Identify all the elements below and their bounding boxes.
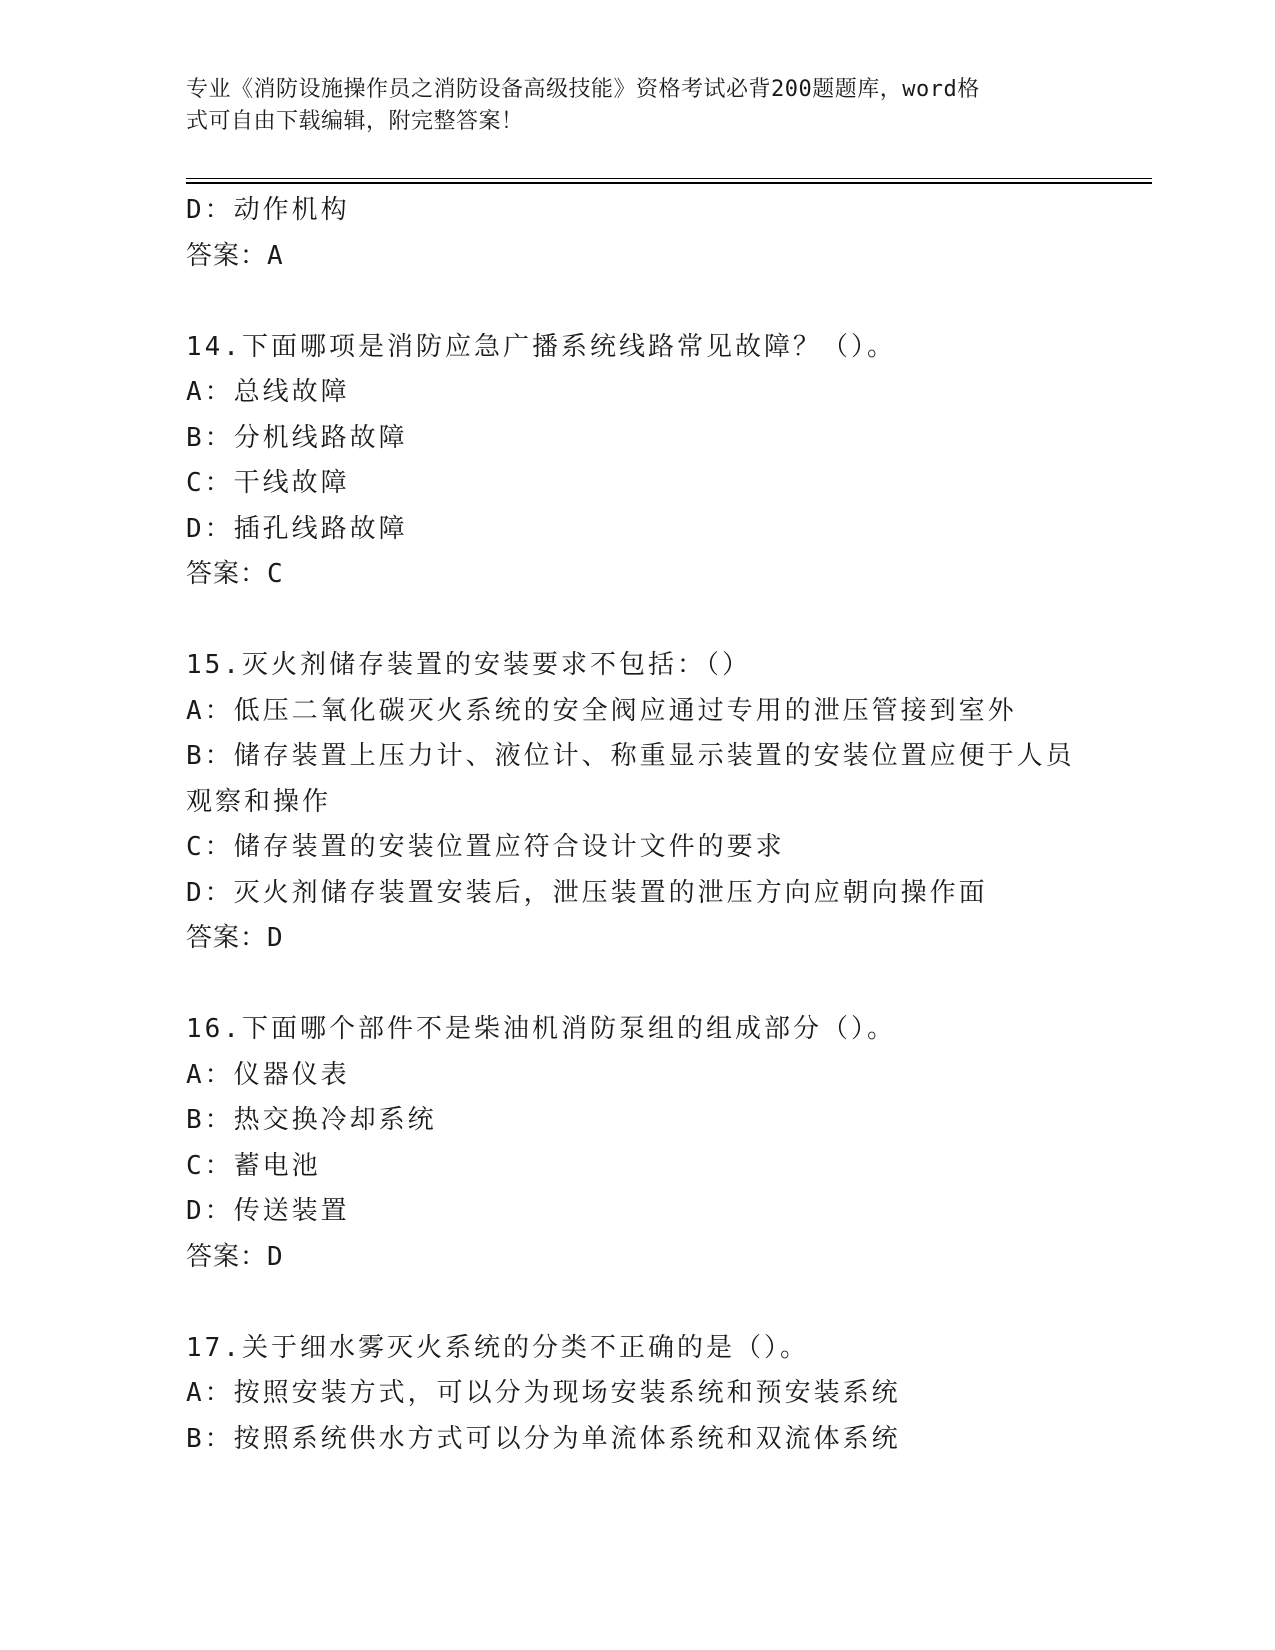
option-d: D：传送装置 (186, 1196, 350, 1226)
question-block-15 (186, 643, 1086, 962)
spacer (186, 962, 1086, 1008)
option-b: B：按照系统供水方式可以分为单流体系统和双流体系统 (186, 1423, 901, 1454)
answer: 答案：D (186, 1241, 284, 1272)
option-b: B：储存装置上压力计、液位计、称重显示装置的安装位置应便于人员 (186, 741, 1075, 771)
question-block-16 (186, 1007, 1086, 1280)
page-header (186, 74, 1066, 138)
option-a: A：低压二氧化碳灭火系统的安全阀应通过专用的泄压管接到室外 (186, 695, 1017, 726)
option-b-continued: 观察和操作 (186, 786, 332, 817)
header-line-2: 式可自由下载编辑，附完整答案！ (186, 109, 524, 134)
question-block-17 (186, 1326, 1086, 1463)
option-d: D：灭火剂储存装置安装后，泄压装置的泄压方向应朝向操作面 (186, 877, 988, 908)
option-c: C：储存装置的安装位置应符合设计文件的要求 (186, 832, 785, 862)
option-d: D：动作机构 (186, 195, 350, 225)
header-divider-thin (186, 178, 1152, 179)
question-list (186, 188, 1086, 1462)
spacer (186, 1280, 1086, 1326)
option-b: B：热交换冷却系统 (186, 1105, 437, 1135)
option-a: A：总线故障 (186, 377, 350, 407)
question-block-13-tail (186, 188, 1086, 279)
question-text: 16.下面哪个部件不是柴油机消防泵组的组成部分（）。 (186, 1014, 896, 1044)
option-c: C：干线故障 (186, 468, 350, 498)
option-a: A：按照安装方式，可以分为现场安装系统和预安装系统 (186, 1378, 901, 1408)
answer: 答案：A (186, 240, 284, 271)
question-text: 15.灭火剂储存装置的安装要求不包括：（） (186, 650, 751, 680)
option-b: B：分机线路故障 (186, 422, 408, 453)
answer: 答案：D (186, 923, 284, 953)
option-c: C：蓄电池 (186, 1150, 321, 1181)
option-d: D：插孔线路故障 (186, 513, 408, 544)
header-divider-thick (186, 182, 1152, 184)
spacer (186, 279, 1086, 325)
question-block-14 (186, 325, 1086, 598)
answer: 答案：C (186, 559, 284, 589)
question-text: 14.下面哪项是消防应急广播系统线路常见故障？（）。 (186, 331, 896, 362)
question-text: 17.关于细水雾灭火系统的分类不正确的是（）。 (186, 1332, 809, 1363)
option-a: A：仪器仪表 (186, 1059, 350, 1090)
header-line-1: 专业《消防设施操作员之消防设备高级技能》资格考试必背200题题库，word格 (186, 77, 980, 102)
spacer (186, 598, 1086, 644)
